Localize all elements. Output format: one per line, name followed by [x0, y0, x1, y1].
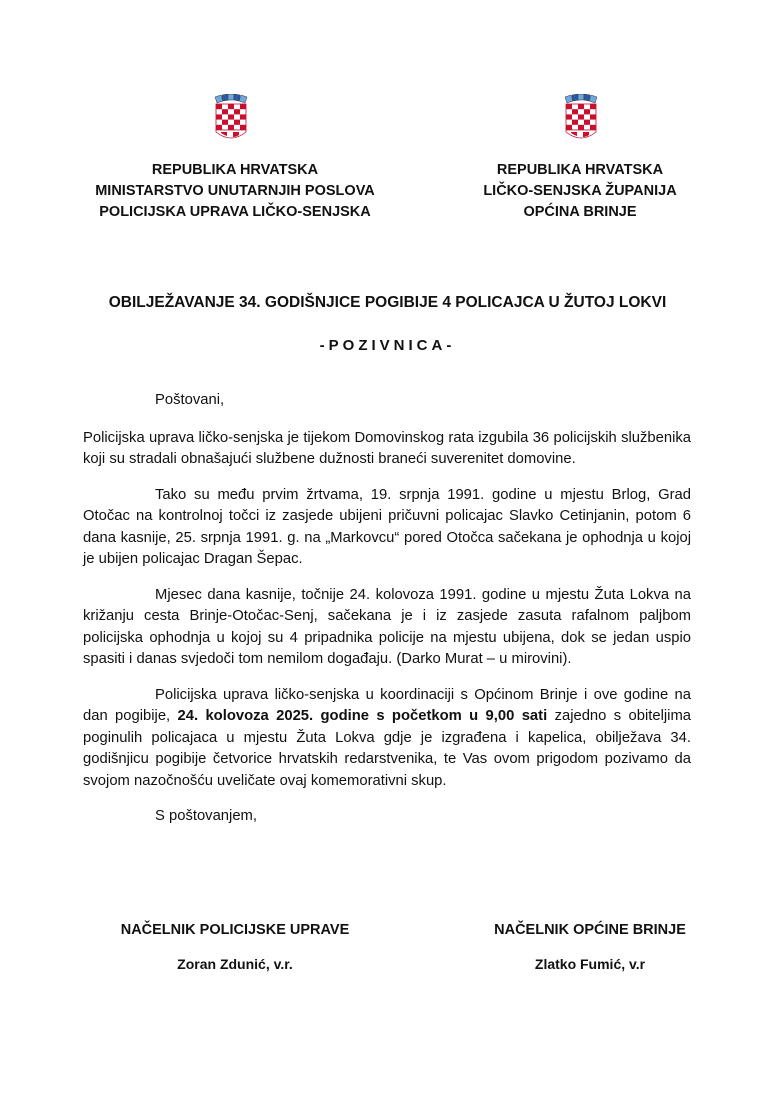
- croatian-coat-of-arms-icon: [562, 94, 600, 144]
- paragraph-3: Mjesec dana kasnije, točnije 24. kolovoza 1991. godine u mjestu Žuta Lokva na križanju cesta Brinje-Otočac-Senj, sačekana je i iz zasjede zasuta rafalnom paljbom policijska ophodnja u kojoj su 4 pripadnika policije na mjestu ubijena, dok se jedan uspio spasiti i danas svjedoči tom nemilom događaju. (Darko Murat – u mirovini).: [83, 586, 691, 667]
- header-right-line-3: OPĆINA BRINJE: [523, 204, 637, 220]
- croatian-coat-of-arms-icon: [212, 94, 250, 144]
- header-municipality: [450, 160, 710, 223]
- event-date-time: 24. kolovoza 2025. godine s početkom u 9,00 sati: [177, 708, 548, 724]
- paragraph-1: Policijska uprava ličko-senjska je tijekom Domovinskog rata izgubila 36 policijskih službenika koji su stradali obnašajući službene dužnosti braneći suverenitet domovine.: [83, 429, 691, 467]
- document-subtitle: -POZIVNICA-: [319, 337, 456, 354]
- signature-left-name: Zoran Zdunić, v.r.: [177, 956, 293, 972]
- header-left-line-3: POLICIJSKA UPRAVA LIČKO-SENJSKA: [99, 204, 371, 220]
- paragraph-4-end: zajedno s obiteljima poginulih policajaca u mjestu Žuta Lokva gdje je izgrađena i kapelica, obilježava 34. godišnjicu pogibije četvorice hrvatskih redarstvenika, te Vas ovom prigodom pozivamo da svojom nazočnošću uveličate ovaj komemorativni skup.: [83, 708, 691, 789]
- header-right-line-2: LIČKO-SENJSKA ŽUPANIJA: [483, 183, 677, 199]
- document-title: OBILJEŽAVANJE 34. GODIŠNJICE POGIBIJE 4 POLICAJCA U ŽUTOJ LOKVI: [108, 294, 667, 311]
- letter-body: [83, 390, 691, 828]
- signature-mayor: [450, 922, 730, 972]
- paragraph-4-start: Policijska uprava ličko-senjska u koordinaciji s Općinom Brinje i ove godine na dan pogibije,: [83, 686, 691, 724]
- signature-police-chief: [60, 922, 410, 972]
- header-left-line-1: REPUBLIKA HRVATSKA: [151, 162, 319, 178]
- signature-right-title: NAČELNIK OPĆINE BRINJE: [494, 922, 686, 938]
- paragraph-4: [83, 685, 691, 793]
- paragraph-2: Tako su među prvim žrtvama, 19. srpnja 1991. godine u mjestu Brlog, Grad Otočac na kontrolnoj točci iz zasjede ubijeni pričuvni policajac Slavko Cetinjanin, potom 6 dana kasnije, 25. srpnja 1991. g. na „Markovcu“ pored Otočca sačekana je ophodnja u kojoj je ubijen policajac Dragan Šepac.: [83, 486, 691, 567]
- closing: S poštovanjem,: [155, 808, 257, 824]
- signature-right-name: Zlatko Fumić, v.r: [534, 956, 646, 972]
- greeting: Poštovani,: [155, 392, 225, 408]
- header-right-line-1: REPUBLIKA HRVATSKA: [496, 162, 664, 178]
- signature-left-title: NAČELNIK POLICIJSKE UPRAVE: [120, 922, 350, 938]
- header-police-administration: [60, 160, 410, 223]
- header-left-line-2: MINISTARSTVO UNUTARNJIH POSLOVA: [95, 183, 375, 199]
